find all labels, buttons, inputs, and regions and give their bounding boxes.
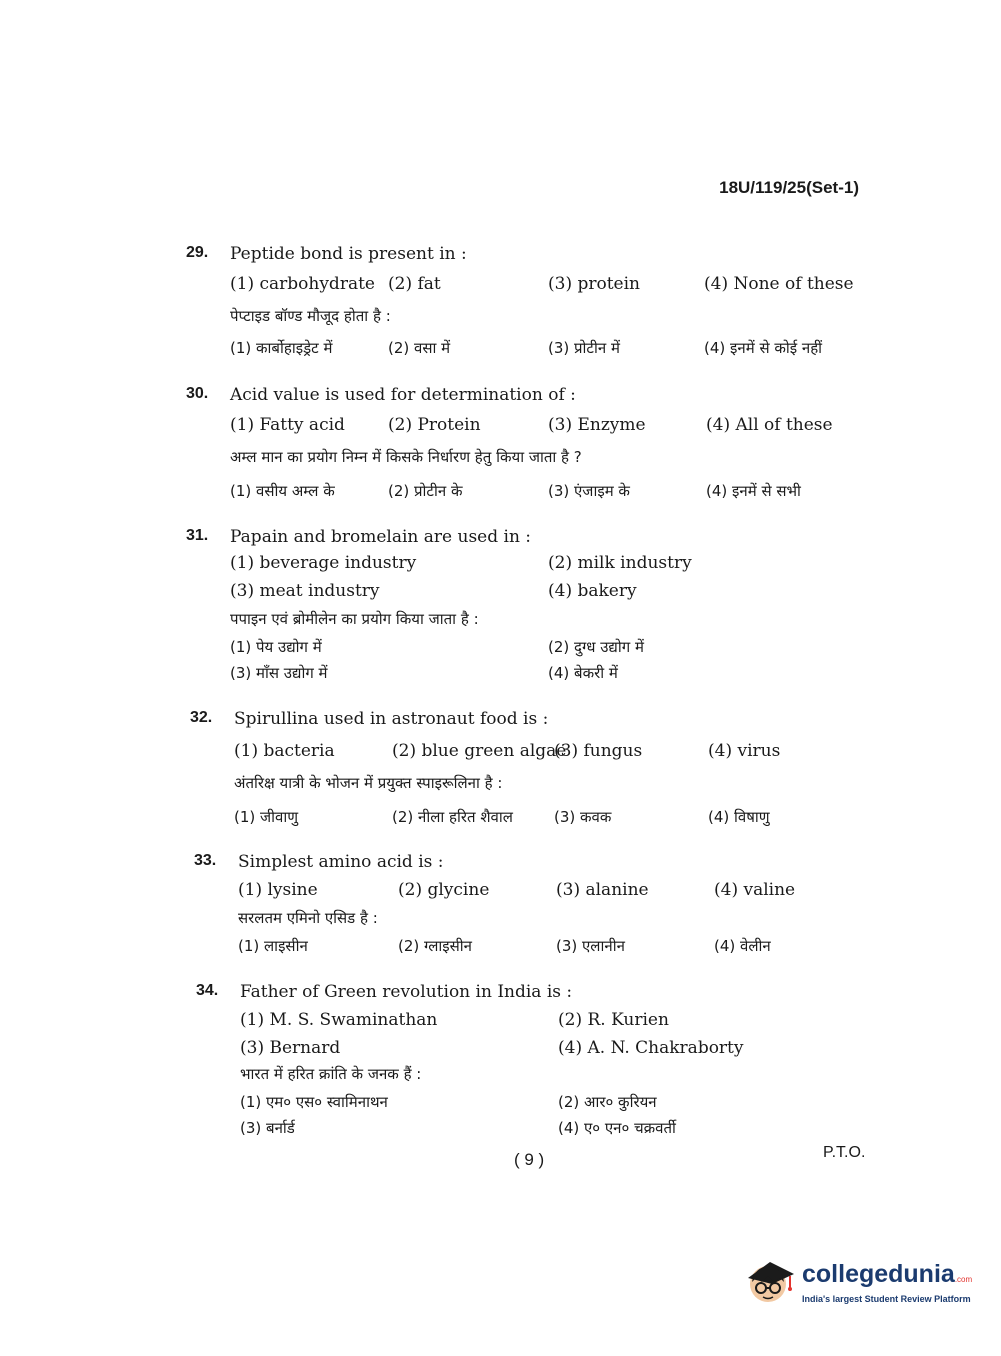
option-2-hi: (2) ग्लाइसीन bbox=[398, 937, 473, 955]
option-4-hi: (4) वेलीन bbox=[714, 937, 771, 955]
option-1: (1) bacteria bbox=[234, 741, 335, 761]
option-2-hi: (2) प्रोटीन के bbox=[388, 482, 463, 500]
page-number: ( 9 ) bbox=[514, 1150, 545, 1169]
question-text-hi: पपाइन एवं ब्रोमीलेन का प्रयोग किया जाता है : bbox=[230, 610, 479, 628]
question-number: 29. bbox=[186, 244, 209, 261]
option-3: (3) meat industry bbox=[230, 581, 380, 601]
options-hi-row-1 bbox=[230, 637, 870, 661]
option-3: (3) alanine bbox=[556, 880, 649, 900]
options-en bbox=[230, 274, 870, 298]
option-4-hi: (4) ए० एन० चक्रवर्ती bbox=[558, 1119, 676, 1137]
collegedunia-logo bbox=[744, 1254, 973, 1314]
option-2: (2) Protein bbox=[388, 415, 481, 435]
option-1-hi: (1) कार्बोहाइड्रेट में bbox=[230, 339, 333, 357]
option-3-hi: (3) बर्नार्ड bbox=[240, 1119, 295, 1137]
options-en-row-1 bbox=[240, 1010, 880, 1034]
option-4: (4) bakery bbox=[548, 581, 637, 601]
option-1: (1) lysine bbox=[238, 880, 318, 900]
option-1: (1) Fatty acid bbox=[230, 415, 345, 435]
option-1-hi: (1) लाइसीन bbox=[238, 937, 308, 955]
option-4-hi: (4) इनमें से कोई नहीं bbox=[704, 339, 823, 357]
question-text-hi: सरलतम एमिनो एसिड है : bbox=[238, 909, 378, 927]
option-2-hi: (2) आर० कुरियन bbox=[558, 1093, 657, 1111]
question-text-en: Papain and bromelain are used in : bbox=[230, 527, 532, 547]
option-2: (2) milk industry bbox=[548, 553, 692, 573]
option-2-hi: (2) नीला हरित शैवाल bbox=[392, 808, 513, 826]
option-2: (2) glycine bbox=[398, 880, 490, 900]
question-number: 33. bbox=[194, 852, 217, 869]
option-1: (1) beverage industry bbox=[230, 553, 417, 573]
question-text-hi: अम्ल मान का प्रयोग निम्न में किसके निर्धारण हेतु किया जाता है ? bbox=[230, 448, 582, 466]
paper-code: 18U/119/25(Set-1) bbox=[719, 178, 859, 197]
question-number: 32. bbox=[190, 709, 213, 726]
options-hi-row-2 bbox=[240, 1118, 880, 1142]
question-text-hi: भारत में हरित क्रांति के जनक हैं : bbox=[240, 1065, 422, 1083]
brand-tagline: India's largest Student Review Platform bbox=[802, 1294, 971, 1304]
options-hi bbox=[230, 481, 870, 505]
options-hi bbox=[238, 936, 878, 960]
option-4: (4) A. N. Chakraborty bbox=[558, 1038, 744, 1058]
question-text-en: Acid value is used for determination of : bbox=[230, 385, 576, 405]
option-2: (2) blue green algae bbox=[392, 741, 567, 761]
options-en-row-2 bbox=[230, 581, 870, 605]
option-1-hi: (1) एम० एस० स्वामिनाथन bbox=[240, 1093, 388, 1111]
option-2-hi: (2) वसा में bbox=[388, 339, 451, 357]
option-1: (1) carbohydrate bbox=[230, 274, 375, 294]
mascot-icon bbox=[744, 1254, 796, 1306]
question-number: 31. bbox=[186, 527, 209, 544]
pto-label: P.T.O. bbox=[823, 1144, 866, 1161]
option-1-hi: (1) वसीय अम्ल के bbox=[230, 482, 335, 500]
options-hi-row-1 bbox=[240, 1092, 880, 1116]
option-4-hi: (4) इनमें से सभी bbox=[706, 482, 801, 500]
option-3: (3) Bernard bbox=[240, 1038, 341, 1058]
option-3-hi: (3) कवक bbox=[554, 808, 612, 826]
option-4: (4) All of these bbox=[706, 415, 833, 435]
option-2-hi: (2) दुग्ध उद्योग में bbox=[548, 638, 644, 656]
option-3-hi: (3) एलानीन bbox=[556, 937, 625, 955]
option-2: (2) fat bbox=[388, 274, 441, 294]
option-3: (3) protein bbox=[548, 274, 641, 294]
option-3-hi: (3) एंजाइम के bbox=[548, 482, 630, 500]
question-text-en: Simplest amino acid is : bbox=[238, 852, 444, 872]
options-hi bbox=[230, 338, 870, 362]
option-4: (4) virus bbox=[708, 741, 781, 761]
option-4: (4) None of these bbox=[704, 274, 854, 294]
option-1-hi: (1) पेय उद्योग में bbox=[230, 638, 322, 656]
option-3-hi: (3) प्रोटीन में bbox=[548, 339, 620, 357]
option-4: (4) valine bbox=[714, 880, 796, 900]
question-text-en: Spirullina used in astronaut food is : bbox=[234, 709, 549, 729]
options-en bbox=[234, 741, 874, 765]
question-number: 34. bbox=[196, 982, 219, 999]
options-en-row-1 bbox=[230, 553, 870, 577]
question-text-en: Peptide bond is present in : bbox=[230, 244, 467, 264]
options-en-row-2 bbox=[240, 1038, 880, 1062]
option-2: (2) R. Kurien bbox=[558, 1010, 669, 1030]
option-3: (3) Enzyme bbox=[548, 415, 646, 435]
question-number: 30. bbox=[186, 385, 209, 402]
option-1: (1) M. S. Swaminathan bbox=[240, 1010, 438, 1030]
option-4-hi: (4) विषाणु bbox=[708, 808, 770, 826]
question-text-hi: पेप्टाइड बॉण्ड मौजूद होता है : bbox=[230, 307, 391, 325]
options-hi bbox=[234, 807, 874, 831]
options-hi-row-2 bbox=[230, 663, 870, 687]
options-en bbox=[238, 880, 878, 904]
options-en bbox=[230, 415, 870, 439]
option-1-hi: (1) जीवाणु bbox=[234, 808, 299, 826]
brand-name: collegedunia.com bbox=[802, 1260, 973, 1288]
option-3: (3) fungus bbox=[554, 741, 643, 761]
question-text-hi: अंतरिक्ष यात्री के भोजन में प्रयुक्त स्पाइरूलिना है : bbox=[234, 774, 503, 792]
question-text-en: Father of Green revolution in India is : bbox=[240, 982, 573, 1002]
option-3-hi: (3) माँस उद्योग में bbox=[230, 664, 328, 682]
option-4-hi: (4) बेकरी में bbox=[548, 664, 618, 682]
